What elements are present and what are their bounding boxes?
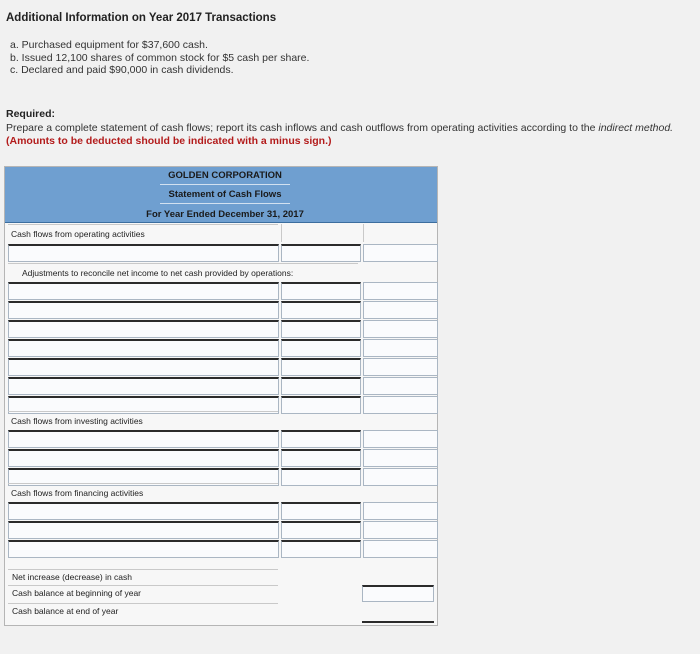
financing-total-input[interactable] <box>363 521 438 539</box>
required-instructions <box>6 122 694 147</box>
transaction-item-c: c. Declared and paid $90,000 in cash dividends. <box>10 64 234 76</box>
cash-flow-worksheet <box>4 166 438 626</box>
statement-title: Statement of Cash Flows <box>160 186 290 204</box>
adjustment-desc-input[interactable] <box>8 301 279 319</box>
transaction-item-b: b. Issued 12,100 shares of common stock for $5 cash per share. <box>10 51 310 64</box>
financing-desc-input[interactable] <box>8 540 279 558</box>
financing-amount-input[interactable] <box>281 502 361 520</box>
investing-amount-input[interactable] <box>281 449 361 467</box>
transaction-list <box>10 39 309 77</box>
operating-header-cell-3 <box>363 224 438 242</box>
beginning-balance-label: Cash balance at beginning of year <box>8 585 278 600</box>
adjustment-amount-input[interactable] <box>281 396 361 414</box>
adjustment-amount-input[interactable] <box>281 377 361 395</box>
adjustment-desc-input[interactable] <box>8 320 279 338</box>
adjustment-amount-input[interactable] <box>281 358 361 376</box>
adjustments-label: Adjustments to reconcile net income to net cash provided by operations: <box>8 263 358 281</box>
financing-section-label: Cash flows from financing activities <box>8 483 278 501</box>
investing-amount-input[interactable] <box>281 430 361 448</box>
investing-total-input[interactable] <box>363 430 438 448</box>
transaction-item-a: a. Purchased equipment for $37,600 cash. <box>10 39 208 51</box>
required-label: Required: <box>6 108 56 120</box>
statement-period: For Year Ended December 31, 2017 <box>146 208 304 220</box>
financing-total-input[interactable] <box>363 502 438 520</box>
financing-amount-input[interactable] <box>281 540 361 558</box>
adjustment-total-input[interactable] <box>363 282 438 300</box>
investing-amount-input[interactable] <box>281 468 361 486</box>
net-change-label: Net increase (decrease) in cash <box>8 569 278 584</box>
ending-balance-label: Cash balance at end of year <box>8 603 278 618</box>
adjustment-desc-input[interactable] <box>8 339 279 357</box>
financing-amount-input[interactable] <box>281 521 361 539</box>
financing-desc-input[interactable] <box>8 502 279 520</box>
adjustment-total-input[interactable] <box>363 320 438 338</box>
financing-desc-input[interactable] <box>8 521 279 539</box>
adjustment-amount-input[interactable] <box>281 320 361 338</box>
adjustment-amount-input[interactable] <box>281 301 361 319</box>
adjustment-total-input[interactable] <box>363 358 438 376</box>
operating-header-cell-2 <box>281 224 361 242</box>
adjustment-total-input[interactable] <box>363 377 438 395</box>
beginning-balance-input[interactable] <box>362 585 434 602</box>
adjustment-total-input[interactable] <box>363 396 438 414</box>
required-note: (Amounts to be deducted should be indicated with a minus sign.) <box>6 134 332 147</box>
ending-balance-double-rule <box>362 621 434 623</box>
investing-desc-input[interactable] <box>8 430 279 448</box>
required-text: Prepare a complete statement of cash flows; report its cash inflows and cash outflows from operating activities according to the <box>6 122 599 134</box>
adjustment-amount-input[interactable] <box>281 282 361 300</box>
investing-total-input[interactable] <box>363 468 438 486</box>
investing-desc-input[interactable] <box>8 449 279 467</box>
adjustment-desc-input[interactable] <box>8 377 279 395</box>
adjustment-desc-input[interactable] <box>8 282 279 300</box>
adjustment-amount-input[interactable] <box>281 339 361 357</box>
operating-desc-input[interactable] <box>8 244 279 262</box>
investing-section-label: Cash flows from investing activities <box>8 411 278 429</box>
operating-section-label: Cash flows from operating activities <box>8 224 278 242</box>
page-heading: Additional Information on Year 2017 Transactions <box>6 12 277 24</box>
adjustment-desc-input[interactable] <box>8 358 279 376</box>
operating-total-input[interactable] <box>363 244 438 262</box>
operating-amount-input[interactable] <box>281 244 361 262</box>
company-name: GOLDEN CORPORATION <box>160 167 290 185</box>
adjustment-total-input[interactable] <box>363 301 438 319</box>
investing-total-input[interactable] <box>363 449 438 467</box>
financing-total-input[interactable] <box>363 540 438 558</box>
required-method: indirect method. <box>598 122 674 134</box>
adjustment-total-input[interactable] <box>363 339 438 357</box>
statement-header <box>5 167 437 223</box>
